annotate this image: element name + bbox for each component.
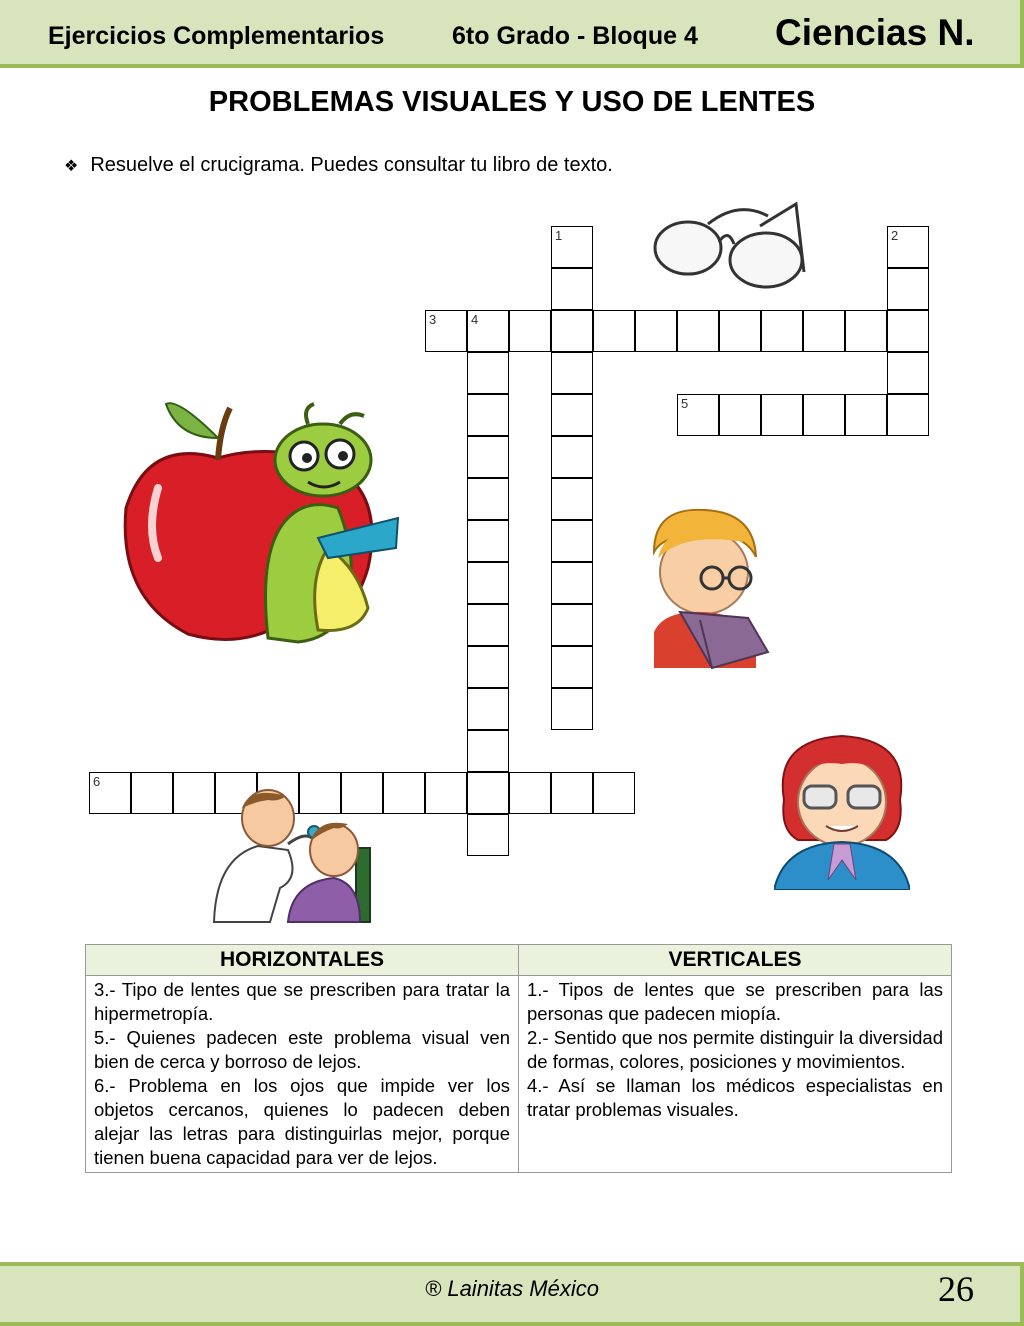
crossword-cell[interactable]	[551, 394, 593, 436]
glasses-icon	[648, 198, 812, 294]
crossword-cell[interactable]	[593, 310, 635, 352]
crossword-cell[interactable]	[845, 310, 887, 352]
header-left: Ejercicios Complementarios	[48, 22, 385, 50]
eye-doctor-icon	[210, 788, 380, 924]
horizontal-header: HORIZONTALES	[86, 945, 519, 976]
crossword-cell[interactable]	[677, 394, 719, 436]
crossword-cell[interactable]	[887, 352, 929, 394]
crossword-cell[interactable]	[425, 772, 467, 814]
crossword-cell[interactable]	[551, 436, 593, 478]
crossword-cell[interactable]	[803, 394, 845, 436]
crossword-cell[interactable]	[467, 520, 509, 562]
crossword-number: 6	[93, 774, 101, 789]
crossword-cell[interactable]	[635, 310, 677, 352]
crossword-cell[interactable]	[467, 646, 509, 688]
crossword-cell[interactable]	[467, 478, 509, 520]
crossword-cell[interactable]	[887, 226, 929, 268]
crossword-cell[interactable]	[761, 310, 803, 352]
crossword-cell[interactable]	[551, 646, 593, 688]
crossword-cell[interactable]	[467, 814, 509, 856]
horizontal-clues	[86, 976, 519, 1173]
clue-horizontal-6: 6.- Problema en los ojos que impide ver los objetos cercanos, quienes lo padecen deben alejar las letras para distinguirlas mejor, porque tienen buena capacidad para ver de lejos.	[94, 1075, 510, 1168]
crossword-number: 4	[471, 312, 479, 327]
crossword-cell[interactable]	[761, 394, 803, 436]
clue-horizontal-5: 5.- Quienes padecen este problema visual ven bien de cerca y borroso de lejos.	[94, 1027, 510, 1072]
crossword-cell[interactable]	[845, 394, 887, 436]
crossword-cell[interactable]	[887, 310, 929, 352]
boy-reading-icon	[644, 502, 774, 672]
clue-vertical-4: 4.- Así se llaman los médicos especialistas en tratar problemas visuales.	[527, 1075, 943, 1120]
crossword-cell[interactable]	[509, 772, 551, 814]
crossword-cell[interactable]	[677, 310, 719, 352]
crossword-cell[interactable]	[803, 310, 845, 352]
crossword-cell[interactable]	[551, 520, 593, 562]
header-middle: 6to Grado - Bloque 4	[452, 22, 698, 50]
crossword-cell[interactable]	[551, 226, 593, 268]
crossword-cell[interactable]	[383, 772, 425, 814]
clue-vertical-1: 1.- Tipos de lentes que se prescriben para las personas que padecen miopía.	[527, 979, 943, 1024]
crossword-cell[interactable]	[131, 772, 173, 814]
header-subject: Ciencias N.	[775, 12, 975, 53]
crossword-cell[interactable]	[887, 268, 929, 310]
crossword-cell[interactable]	[467, 772, 509, 814]
crossword-cell[interactable]	[551, 310, 593, 352]
crossword-cell[interactable]	[551, 772, 593, 814]
crossword-cell[interactable]	[887, 394, 929, 436]
crossword-cell[interactable]	[551, 562, 593, 604]
diamond-bullet-icon: ❖	[64, 157, 79, 175]
vertical-header: VERTICALES	[519, 945, 952, 976]
crossword-cell[interactable]	[551, 478, 593, 520]
grandmother-icon	[774, 730, 910, 890]
crossword-cell[interactable]	[467, 394, 509, 436]
clue-horizontal-3: 3.- Tipo de lentes que se prescriben para tratar la hipermetropía.	[94, 979, 510, 1024]
crossword-cell[interactable]	[551, 604, 593, 646]
crossword-cell[interactable]	[467, 310, 509, 352]
crossword-number: 5	[681, 396, 689, 411]
crossword-cell[interactable]	[551, 352, 593, 394]
apple-worm-icon	[118, 398, 408, 648]
crossword-cell[interactable]	[467, 688, 509, 730]
crossword-cell[interactable]	[467, 352, 509, 394]
crossword-number: 3	[429, 312, 437, 327]
crossword-cell[interactable]	[467, 562, 509, 604]
crossword-cell[interactable]	[593, 772, 635, 814]
crossword-cell[interactable]	[551, 268, 593, 310]
instruction-text: Resuelve el crucigrama. Puedes consultar tu libro de texto.	[90, 154, 613, 176]
crossword-cell[interactable]	[89, 772, 131, 814]
vertical-clues	[519, 976, 952, 1173]
crossword-cell[interactable]	[467, 730, 509, 772]
crossword-cell[interactable]	[173, 772, 215, 814]
footer-credit: ® Lainitas México	[425, 1276, 599, 1301]
clue-vertical-2: 2.- Sentido que nos permite distinguir la diversidad de formas, colores, posiciones y movimientos.	[527, 1027, 943, 1072]
crossword-cell[interactable]	[467, 604, 509, 646]
crossword-cell[interactable]	[719, 310, 761, 352]
crossword-cell[interactable]	[467, 436, 509, 478]
crossword-cell[interactable]	[425, 310, 467, 352]
crossword-number: 2	[891, 228, 899, 243]
instruction	[64, 154, 613, 177]
page-title: PROBLEMAS VISUALES Y USO DE LENTES	[208, 86, 816, 118]
crossword-cell[interactable]	[719, 394, 761, 436]
crossword-cell[interactable]	[551, 688, 593, 730]
clues-table	[85, 944, 952, 1173]
page-number: 26	[938, 1269, 974, 1309]
crossword-cell[interactable]	[509, 310, 551, 352]
crossword-number: 1	[555, 228, 563, 243]
